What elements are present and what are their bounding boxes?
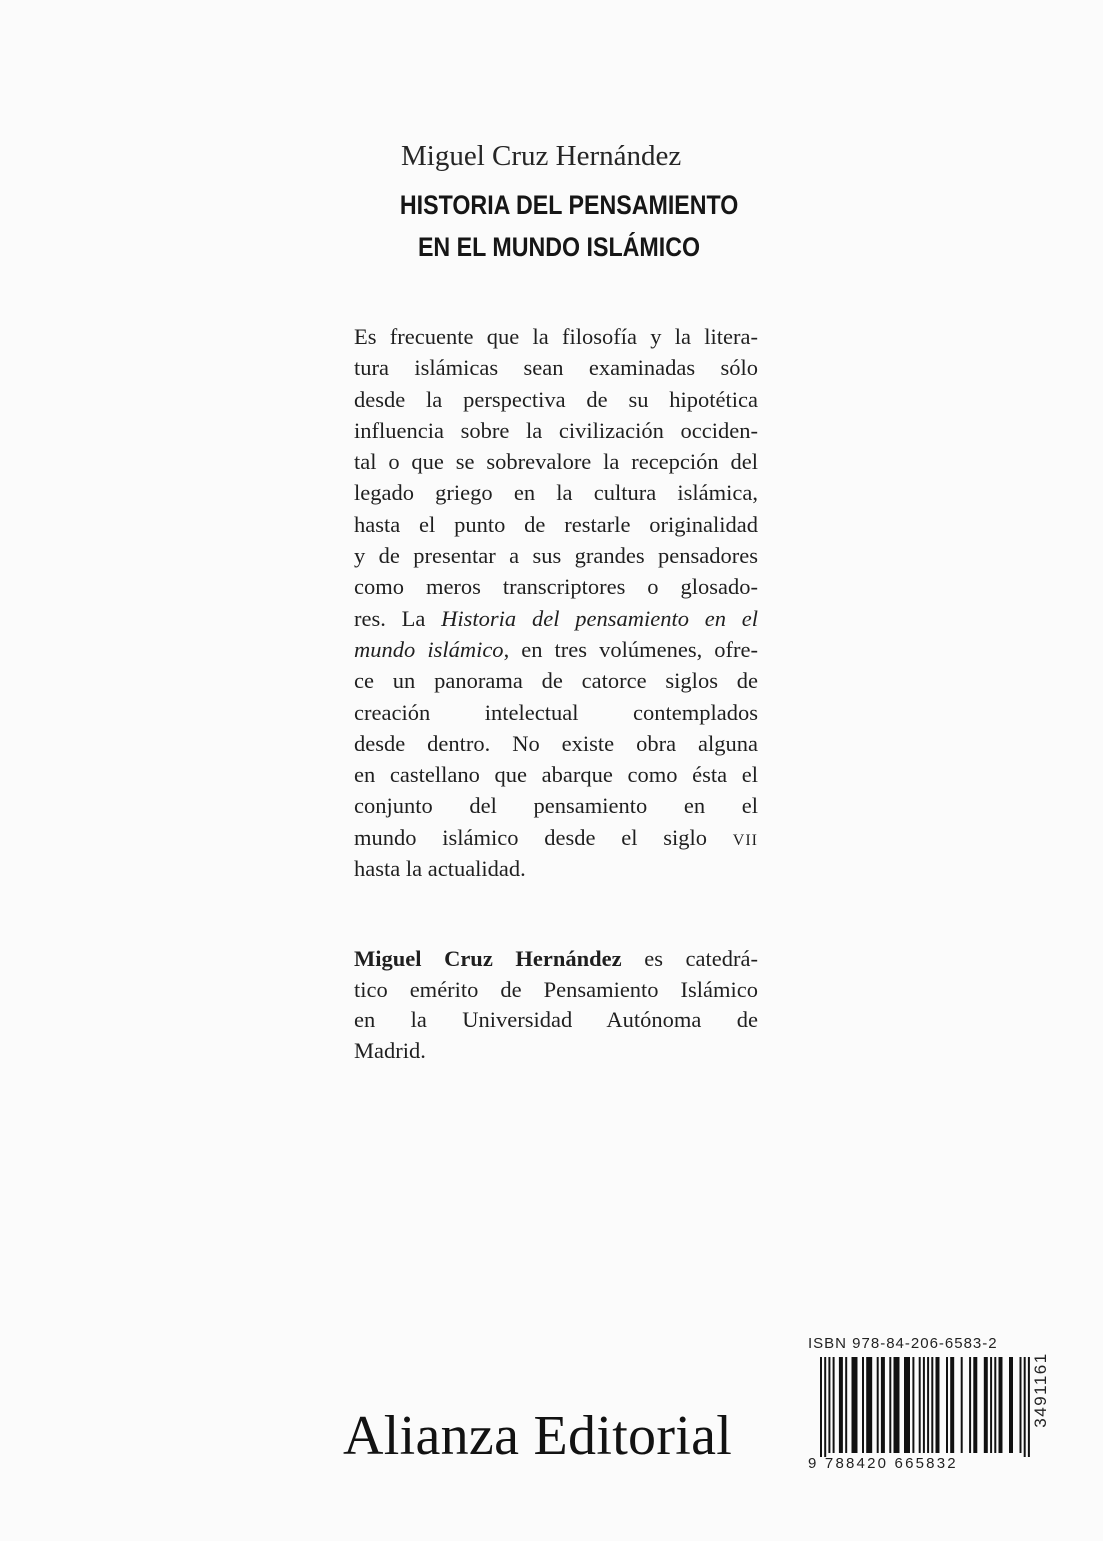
barcode-bar <box>946 1357 948 1453</box>
barcode-bar <box>919 1357 921 1453</box>
side-code-text: 3491161 <box>1031 1352 1050 1428</box>
barcode-bar <box>877 1357 879 1453</box>
bio-line: Madrid. <box>354 1037 426 1063</box>
barcode-bar <box>866 1357 872 1453</box>
barcode-bar <box>994 1357 996 1453</box>
bio-author-name: Miguel Cruz Hernández <box>354 946 622 971</box>
blurb-line: influencia sobre la civilización occiden- <box>354 417 758 443</box>
isbn-barcode <box>808 1335 1058 1475</box>
barcode-bar <box>999 1357 1003 1453</box>
isbn-label: ISBN 978-84-206-6583-2 <box>808 1335 998 1352</box>
century-numeral: vii <box>732 824 758 850</box>
barcode-bar <box>889 1357 891 1453</box>
blurb-text: , en tres volúmenes, ofre- <box>503 636 758 662</box>
blurb-line: hasta el punto de restarle originalidad <box>354 511 758 537</box>
barcode-bar <box>820 1357 822 1457</box>
barcode-bar <box>927 1357 929 1453</box>
book-title <box>399 184 739 268</box>
blurb-line: desde la perspectiva de su hipotética <box>354 386 758 412</box>
barcode-bar <box>973 1357 977 1453</box>
barcode-bar <box>862 1357 864 1453</box>
barcode-bar <box>852 1357 858 1453</box>
bio-text: es catedrá- <box>621 946 758 971</box>
blurb-line: tal o que se sobrevalore la recepción del <box>354 449 758 475</box>
blurb-line: desde dentro. No existe obra alguna <box>354 730 758 756</box>
book-description <box>354 321 758 884</box>
barcode-bar <box>961 1357 963 1453</box>
barcode-bar <box>1009 1357 1013 1453</box>
barcode-bar <box>839 1357 843 1453</box>
author-name: Miguel Cruz Hernández <box>401 140 682 172</box>
barcode-bar <box>950 1357 954 1453</box>
blurb-line: y de presentar a sus grandes pensadores <box>354 543 758 569</box>
barcode-bar <box>984 1357 988 1453</box>
barcode-bar <box>990 1357 992 1453</box>
author-bio <box>354 944 758 1066</box>
barcode-bar <box>828 1357 830 1453</box>
book-title-italic: mundo islámico <box>354 636 504 662</box>
blurb-line: tura islámicas sean examinadas sólo <box>354 355 758 381</box>
barcode-bar <box>833 1357 835 1453</box>
barcode-bar <box>912 1357 914 1453</box>
barcode-bar <box>1020 1357 1022 1453</box>
barcode-bar <box>969 1357 971 1453</box>
barcode-bar <box>881 1357 885 1453</box>
barcode-bar <box>923 1357 925 1453</box>
title-line-2: EN EL MUNDO ISLÁMICO <box>417 232 701 262</box>
blurb-text: res. La <box>354 605 442 631</box>
blurb-line: Es frecuente que la filosofía y la litera- <box>354 324 758 349</box>
barcode-bar <box>894 1357 900 1453</box>
barcode-bar <box>936 1357 940 1453</box>
side-code <box>1024 1340 1058 1440</box>
publisher-name: Alianza Editorial <box>343 1405 733 1467</box>
barcode-bar <box>904 1357 910 1453</box>
title-line-1: HISTORIA DEL PENSAMIENTO <box>399 190 739 220</box>
blurb-text: mundo islámico desde el siglo <box>354 824 733 850</box>
bio-line <box>354 944 758 975</box>
blurb-line: legado griego en la cultura islámica, <box>354 480 758 506</box>
barcode-digits: 9 788420 665832 <box>808 1455 958 1472</box>
barcode-bar <box>845 1357 847 1453</box>
blurb-line <box>354 603 758 634</box>
blurb-line: en castellano que abarque como ésta el <box>354 762 758 788</box>
blurb-line: como meros transcriptores o glosado- <box>354 574 758 600</box>
barcode-bar <box>931 1357 933 1453</box>
bio-line: en la Universidad Autónoma de <box>354 1007 758 1032</box>
blurb-line: hasta la actualidad. <box>354 856 526 882</box>
bio-line: tico emérito de Pensamiento Islámico <box>354 976 758 1002</box>
blurb-line: creación intelectual contemplados <box>354 699 758 725</box>
book-title-italic: Historia del pensamiento en el <box>441 605 758 631</box>
blurb-line: ce un panorama de catorce siglos de <box>354 668 758 694</box>
barcode-bar <box>824 1357 826 1457</box>
blurb-line <box>354 822 758 853</box>
blurb-line: conjunto del pensamiento en el <box>354 793 758 819</box>
blurb-line <box>354 634 758 665</box>
barcode-bars <box>820 1357 1030 1457</box>
